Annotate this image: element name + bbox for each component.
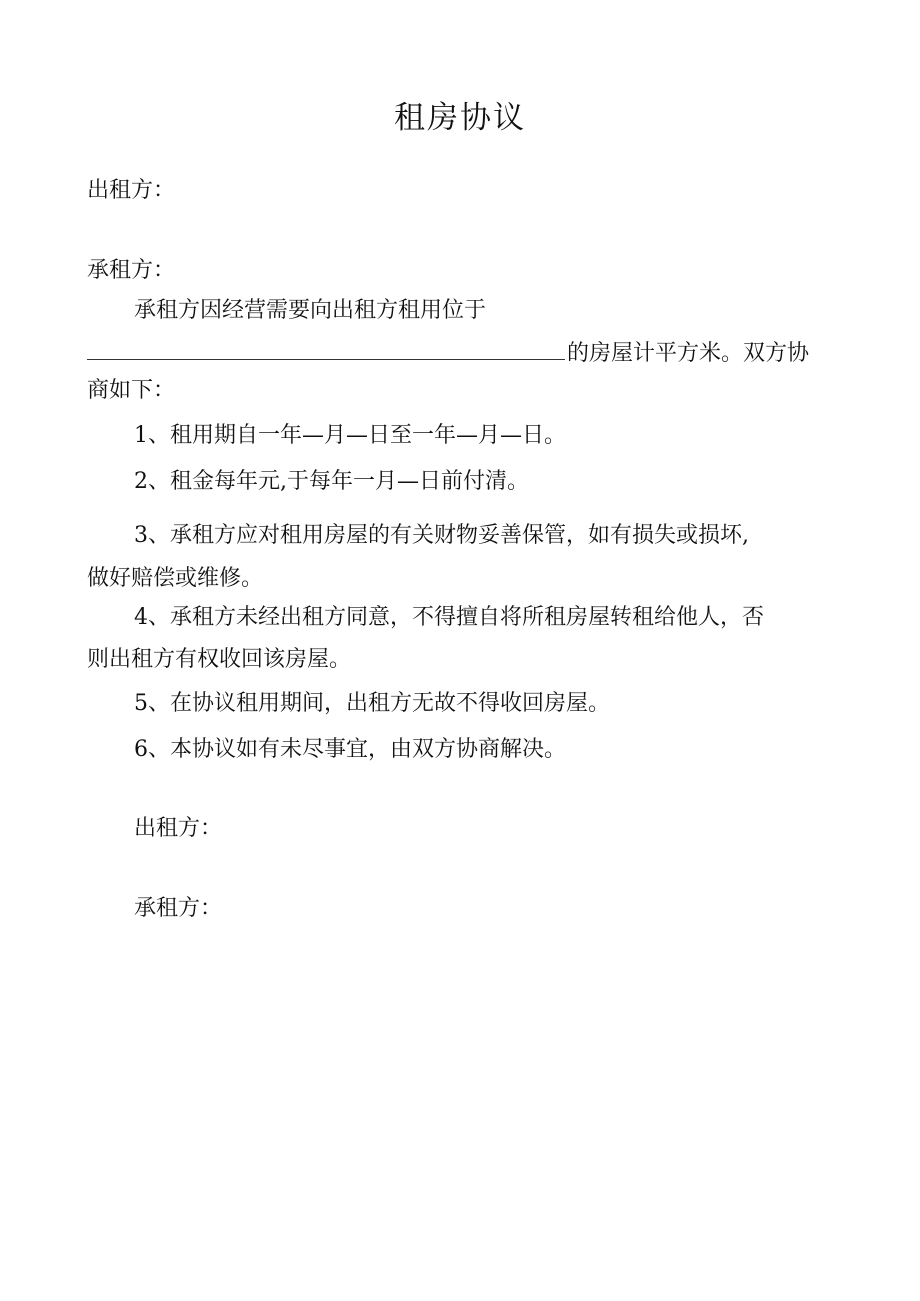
clause-3-line-1: 3、承租方应对租用房屋的有关财物妥善保管，如有损失或损坏, <box>134 523 749 548</box>
address-blank-line <box>87 337 565 360</box>
clause-3-line-2: 做好赔偿或维修。 <box>87 566 264 591</box>
clause-4-line-1: 4、承租方未经出租方同意，不得擅自将所租房屋转租给他人，否 <box>134 605 764 630</box>
clause-2: 2、租金每年元,于每年一月—日前付清。 <box>134 469 529 494</box>
clause-5: 5、在协议租用期间，出租方无故不得收回房屋。 <box>134 691 610 716</box>
lessor-label: 出租方： <box>87 178 176 203</box>
signature-lessee-label: 承租方： <box>134 896 223 921</box>
intro-line-1: 承租方因经营需要向出租方租用位于 <box>134 298 487 323</box>
lessee-label: 承租方： <box>87 258 176 283</box>
clause-6: 6、本协议如有未尽事宜，由双方协商解决。 <box>134 737 566 762</box>
clause-4-line-2: 则出租方有权收回该房屋。 <box>87 647 352 672</box>
document-title: 租房协议 <box>394 100 526 136</box>
intro-line-3: 商如下： <box>87 378 176 403</box>
signature-lessor-label: 出租方： <box>134 816 223 841</box>
clause-1: 1、租用期自一年—月—日至一年—月—日。 <box>134 423 566 448</box>
intro-line-2-text: 的房屋计平方米。双方协 <box>567 341 810 366</box>
intro-line-2 <box>87 337 809 369</box>
